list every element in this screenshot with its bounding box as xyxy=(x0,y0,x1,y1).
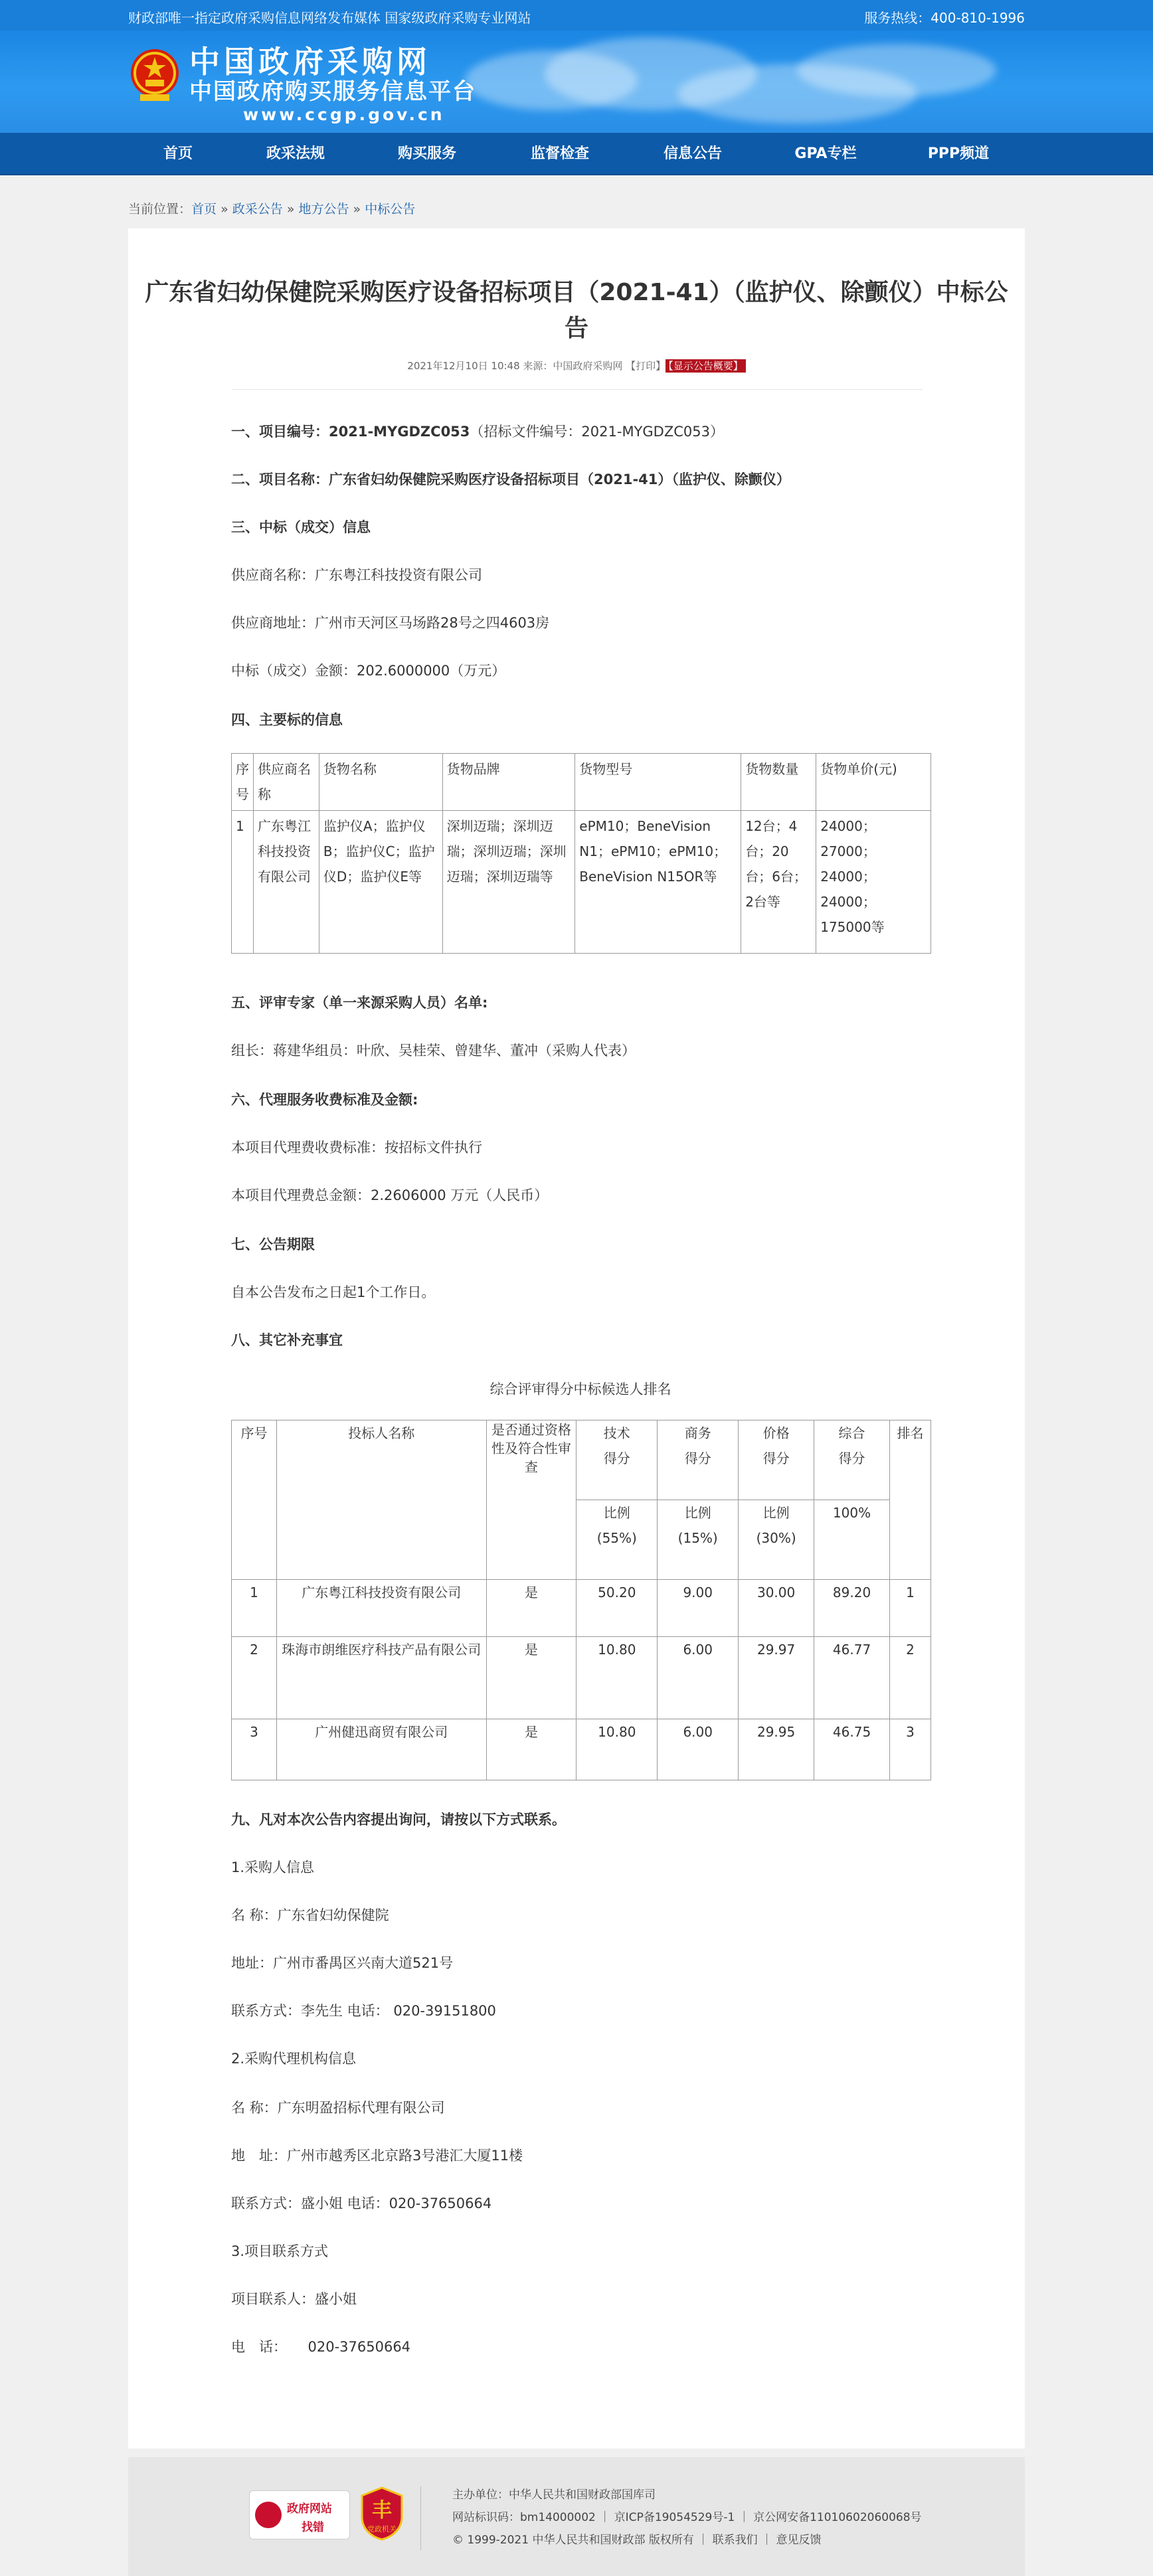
fee-total: 本项目代理费总金额：2.2606000 万元（人民币） xyxy=(231,1187,549,1203)
section-contact: 九、凡对本次公告内容提出询问，请按以下方式联系。 xyxy=(231,1812,566,1828)
header-seq: 序号 xyxy=(232,1420,277,1580)
table-cell: 24000；27000；24000；24000；175000等 xyxy=(816,811,931,954)
page-title: 广东省妇幼保健院采购医疗设备招标项目（2021-41）（监护仪、除颤仪）中标公告 xyxy=(145,279,1008,342)
service-hotline: 服务热线：400-810-1996 xyxy=(864,10,1025,26)
article-card xyxy=(128,228,1025,2448)
supplier-address: 供应商地址：广州市天河区马场路28号之四4603房 xyxy=(231,615,550,631)
badge2-char: 丰 xyxy=(372,2499,392,2522)
breadcrumb-award[interactable]: 中标公告 xyxy=(365,202,416,216)
header-rank: 排名 xyxy=(890,1420,931,1580)
table-cell: 深圳迈瑞；深圳迈瑞；深圳迈瑞；深圳迈瑞；深圳迈瑞等 xyxy=(442,811,575,954)
gov-site-error-report-badge[interactable]: 政府网站 找错 xyxy=(249,2490,350,2539)
supplier-name: 供应商名称：广东粤江科技投资有限公司 xyxy=(231,567,482,583)
party-gov-agency-badge-icon[interactable] xyxy=(359,2486,404,2541)
header-price-score: 价格 得分 xyxy=(739,1420,814,1500)
weight-price: 比例 (30%) xyxy=(739,1500,814,1580)
purchaser-name: 名 称：广东省妇幼保健院 xyxy=(231,1907,389,1923)
fee-standard: 本项目代理费收费标准：按招标文件执行 xyxy=(231,1140,482,1156)
section-other: 八、其它补充事宜 xyxy=(231,1332,343,1348)
table-cell: 12台；4台；20台；6台；2台等 xyxy=(741,811,816,954)
table-header-cell: 货物数量 xyxy=(741,754,816,811)
header-total-score: 综合 得分 xyxy=(814,1420,890,1500)
ranking-caption: 综合评审得分中标候选人排名 xyxy=(489,1381,671,1397)
table-row: 2 珠海市朗维医疗科技产品有限公司 是 10.80 6.00 29.97 46.77 2 xyxy=(232,1637,931,1719)
notice-period: 自本公告发布之日起1个工作日。 xyxy=(231,1284,436,1300)
breadcrumb: 当前位置：首页 » 政采公告 » 地方公告 » 中标公告 xyxy=(128,202,416,216)
site-footer xyxy=(128,2457,1025,2576)
table-header-cell: 货物单价(元) xyxy=(816,754,931,811)
table-row: 1 广东粤江科技投资有限公司 是 50.20 9.00 30.00 89.20 1 xyxy=(232,1580,931,1637)
section-project-name: 二、项目名称：广东省妇幼保健院采购医疗设备招标项目（2021-41）（监护仪、除颤仪） xyxy=(231,472,790,487)
footer-divider xyxy=(420,2486,421,2550)
title-divider xyxy=(232,389,923,390)
nav-item-regulations[interactable]: 政采法规 xyxy=(266,145,325,162)
agency-address: 地 址：广州市越秀区北京路3号港汇大厦11楼 xyxy=(231,2148,523,2164)
article-meta xyxy=(128,359,1025,373)
header-bidder-name: 投标人名称 xyxy=(276,1420,486,1580)
top-bar xyxy=(0,0,1153,31)
nav-item-home[interactable]: 首页 xyxy=(163,145,193,162)
section-agency-fee: 六、代理服务收费标准及金额: xyxy=(231,1092,418,1108)
breadcrumb-local[interactable]: 地方公告 xyxy=(298,202,349,216)
agency-contact: 联系方式：盛小姐 电话：020-37650664 xyxy=(231,2195,492,2211)
nav-item-supervision[interactable]: 监督检查 xyxy=(530,145,589,162)
table-cell: 1 xyxy=(232,811,254,954)
agency-heading: 2.采购代理机构信息 xyxy=(231,2051,357,2067)
breadcrumb-announcements[interactable]: 政采公告 xyxy=(232,202,283,216)
project-contact-heading: 3.项目联系方式 xyxy=(231,2243,329,2259)
section-award-info: 三、中标（成交）信息 xyxy=(231,519,371,535)
site-title[interactable]: 中国政府采购网 xyxy=(189,44,431,80)
nav-item-gpa[interactable]: GPA专栏 xyxy=(794,145,857,162)
purchaser-contact: 联系方式：李先生 电话： 020-39151800 xyxy=(231,2003,496,2019)
footer-copyright[interactable]: © 1999-2021 中华人民共和国财政部 版权所有 ｜ 联系我们 ｜ 意见反馈 xyxy=(452,2533,822,2547)
section-experts: 五、评审专家（单一来源采购人员）名单: xyxy=(231,995,488,1011)
header-tech-score: 技术 得分 xyxy=(576,1420,658,1500)
breadcrumb-prefix: 当前位置： xyxy=(128,202,192,216)
gov-site-logo-icon xyxy=(255,2502,282,2528)
table-row: 3 广州健迅商贸有限公司 是 10.80 6.00 29.95 46.75 3 xyxy=(232,1719,931,1780)
table-header-cell: 序号 xyxy=(232,754,254,811)
table-header-cell: 货物型号 xyxy=(575,754,741,811)
header-qualification: 是否通过资格性及符合性审查 xyxy=(486,1420,576,1580)
purchaser-heading: 1.采购人信息 xyxy=(231,1859,315,1875)
purchaser-address: 地址：广州市番禺区兴南大道521号 xyxy=(231,1955,454,1971)
nav-item-announcements[interactable]: 信息公告 xyxy=(663,145,722,162)
show-summary-button[interactable]: 【显示公告概要】 xyxy=(665,359,746,373)
items-table xyxy=(231,753,931,954)
national-emblem-icon[interactable] xyxy=(128,46,181,104)
table-row xyxy=(232,811,931,954)
weight-total: 100% xyxy=(814,1500,890,1580)
table-header-cell: 供应商名称 xyxy=(254,754,319,811)
weight-tech: 比例 (55%) xyxy=(576,1500,658,1580)
nav-item-purchase-services[interactable]: 购买服务 xyxy=(397,145,456,162)
weight-business: 比例 (15%) xyxy=(658,1500,739,1580)
badge2-label: 党政机关 xyxy=(367,2525,397,2533)
section-main-items: 四、主要标的信息 xyxy=(231,712,343,728)
table-cell: 监护仪A；监护仪B；监护仪C；监护仪D；监护仪E等 xyxy=(319,811,442,954)
table-header-row xyxy=(232,754,931,811)
table-header-cell: 货物品牌 xyxy=(442,754,575,811)
site-slogan: 财政部唯一指定政府采购信息网络发布媒体 国家级政府采购专业网站 xyxy=(128,10,531,26)
table-cell: ePM10；BeneVision N1；ePM10；ePM10；BeneVision N15OR等 xyxy=(575,811,741,954)
nav-item-ppp[interactable]: PPP频道 xyxy=(927,145,990,162)
table-header-row xyxy=(232,1420,931,1500)
agency-name: 名 称：广东明盈招标代理有限公司 xyxy=(231,2100,445,2116)
project-contact-phone: 电 话： 020-37650664 xyxy=(231,2339,411,2355)
footer-host: 主办单位：中华人民共和国财政部国库司 xyxy=(452,2488,656,2502)
site-url: www.ccgp.gov.cn xyxy=(243,105,445,124)
site-subtitle: 中国政府购买服务信息平台 xyxy=(189,78,476,105)
breadcrumb-home[interactable]: 首页 xyxy=(191,202,217,216)
publish-info[interactable]: 2021年12月10日 10:48 来源：中国政府采购网 【打印】 xyxy=(407,360,666,372)
main-nav xyxy=(0,133,1153,175)
ranking-table xyxy=(231,1420,931,1780)
header-business-score: 商务 得分 xyxy=(658,1420,739,1500)
site-header xyxy=(0,31,1153,133)
table-cell: 广东粤江科技投资有限公司 xyxy=(254,811,319,954)
table-header-cell: 货物名称 xyxy=(319,754,442,811)
project-contact-person: 项目联系人：盛小姐 xyxy=(231,2291,357,2307)
section-notice-period: 七、公告期限 xyxy=(231,1237,315,1252)
award-amount: 中标（成交）金额：202.6000000（万元） xyxy=(231,663,506,679)
section-project-number: 一、项目编号：2021-MYGDZC053（招标文件编号：2021-MYGDZC053） xyxy=(231,424,724,440)
experts-list: 组长：蒋建华组员：叶欣、吴桂荣、曾建华、董冲（采购人代表） xyxy=(231,1043,636,1059)
footer-ids[interactable]: 网站标识码：bm14000002 ｜ 京ICP备19054529号-1 ｜ 京公网安备11010602060068号 xyxy=(452,2511,922,2524)
